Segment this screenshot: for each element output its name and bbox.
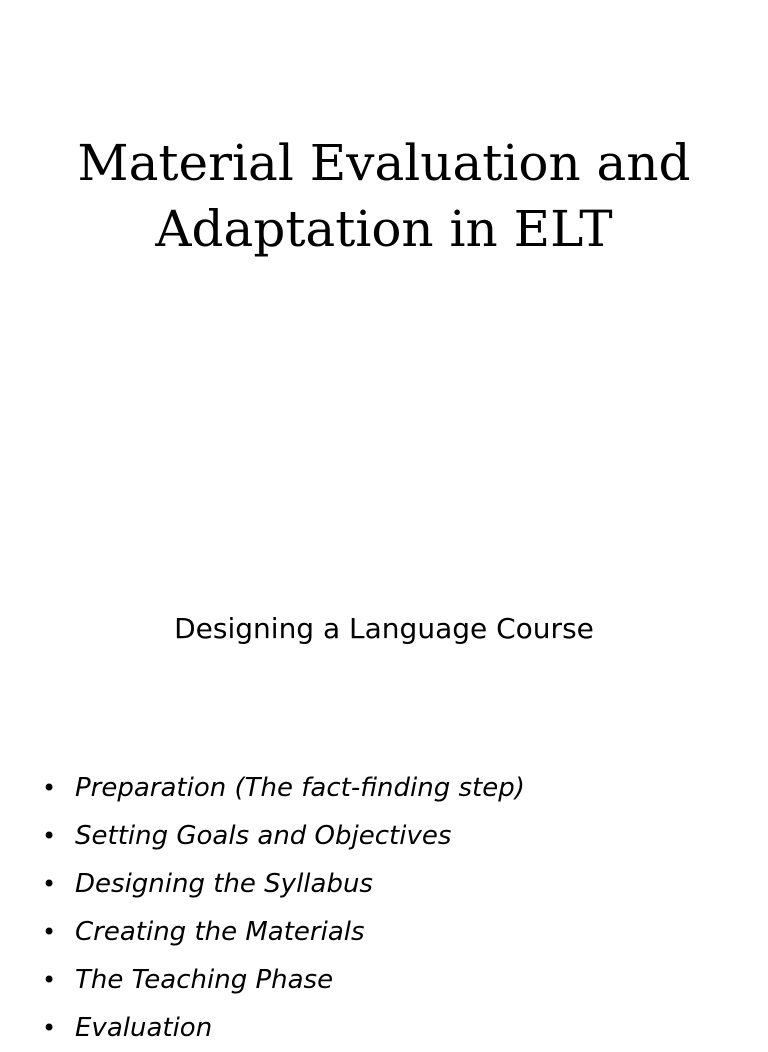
bullet-icon: • [42, 822, 57, 850]
bullet-icon: • [42, 774, 57, 802]
list-item [40, 908, 525, 956]
bullet-icon: • [42, 870, 57, 898]
list-item-text: Evaluation [75, 1013, 213, 1043]
section-heading: Designing a Language Course [174, 612, 594, 645]
bullet-icon: • [42, 1014, 57, 1042]
bullet-icon: • [42, 966, 57, 994]
bullet-list [40, 764, 525, 1052]
list-item [40, 860, 525, 908]
list-item-text: The Teaching Phase [75, 965, 334, 995]
list-item [40, 764, 525, 812]
list-item-text: Preparation (The fact-finding step) [75, 773, 525, 803]
slide-title [0, 130, 768, 262]
list-item-text: Designing the Syllabus [75, 869, 373, 899]
list-item [40, 956, 525, 1004]
list-item-text: Creating the Materials [75, 917, 365, 947]
slide-title-line-2: Adaptation in ELT [155, 200, 613, 258]
slide-title-line-1: Material Evaluation and [77, 134, 691, 192]
list-item [40, 1004, 525, 1052]
bullet-icon: • [42, 918, 57, 946]
list-item [40, 812, 525, 860]
list-item-text: Setting Goals and Objectives [75, 821, 452, 851]
